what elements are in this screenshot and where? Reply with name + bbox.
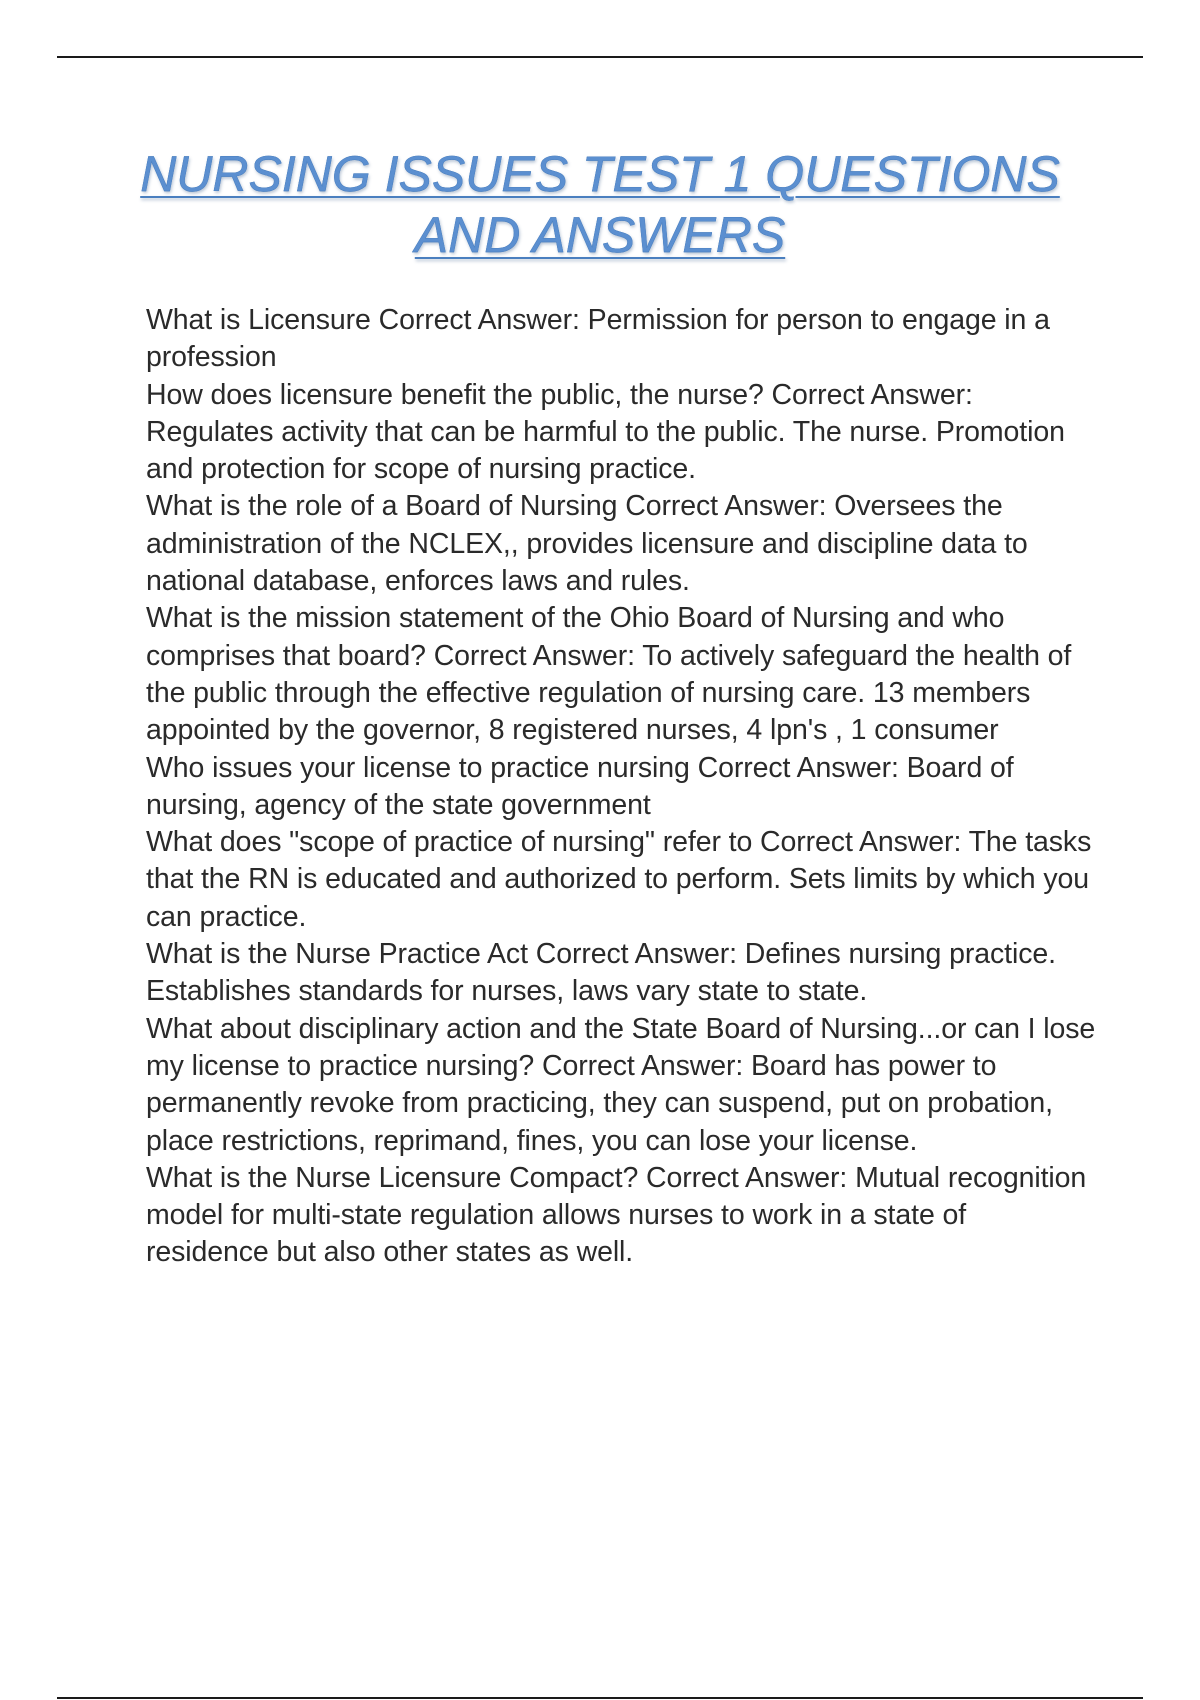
qa-entry-ohio-board-mission: What is the mission statement of the Ohio Board of Nursing and who comprises that board? Correct Answer: To actively safeguard the health of the public through the effective regulation of nursing care. 13 members appointed by the governor, 8 registered nurses, 4 lpn's , 1 consumer <box>146 602 1072 747</box>
qa-entry-licensure-compact: What is the Nurse Licensure Compact? Correct Answer: Mutual recognition model for multi-state regulation allows nurses to work in a state of residence but also other states as well. <box>146 1161 1087 1269</box>
qa-entry-disciplinary-action: What about disciplinary action and the State Board of Nursing...or can I lose my license to practice nursing? Correct Answer: Board has power to permanently revoke from practicing, they can suspend, put on probation, place restrictions, reprimand, fines, you can lose your license. <box>146 1012 1096 1157</box>
qa-list <box>146 302 1096 1272</box>
qa-entry-license-issuer: Who issues your license to practice nursing Correct Answer: Board of nursing, agency of the state government <box>146 751 1014 821</box>
top-rule <box>57 56 1143 58</box>
document-title: NURSING ISSUES TEST 1 QUESTIONS AND ANSWERS <box>140 146 1060 263</box>
qa-entry-nurse-practice-act: What is the Nurse Practice Act Correct Answer: Defines nursing practice. Establishes standards for nurses, laws vary state to state. <box>146 938 1056 1008</box>
qa-entry-scope-of-practice: What does "scope of practice of nursing" refer to Correct Answer: The tasks that the RN is educated and authorized to perform. Sets limits by which you can practice. <box>146 826 1092 933</box>
qa-entry-board-role: What is the role of a Board of Nursing Correct Answer: Oversees the administration of the NCLEX,, provides licensure and discipline data to national database, enforces laws and rules. <box>146 490 1028 598</box>
qa-entry-licensure: What is Licensure Correct Answer: Permission for person to engage in a profession <box>146 304 1050 374</box>
bottom-rule <box>57 1697 1143 1699</box>
qa-entry-licensure-benefit: How does licensure benefit the public, the nurse? Correct Answer: Regulates activity that can be harmful to the public. The nurse. Promotion and protection for scope of nursing practice. <box>146 378 1065 486</box>
